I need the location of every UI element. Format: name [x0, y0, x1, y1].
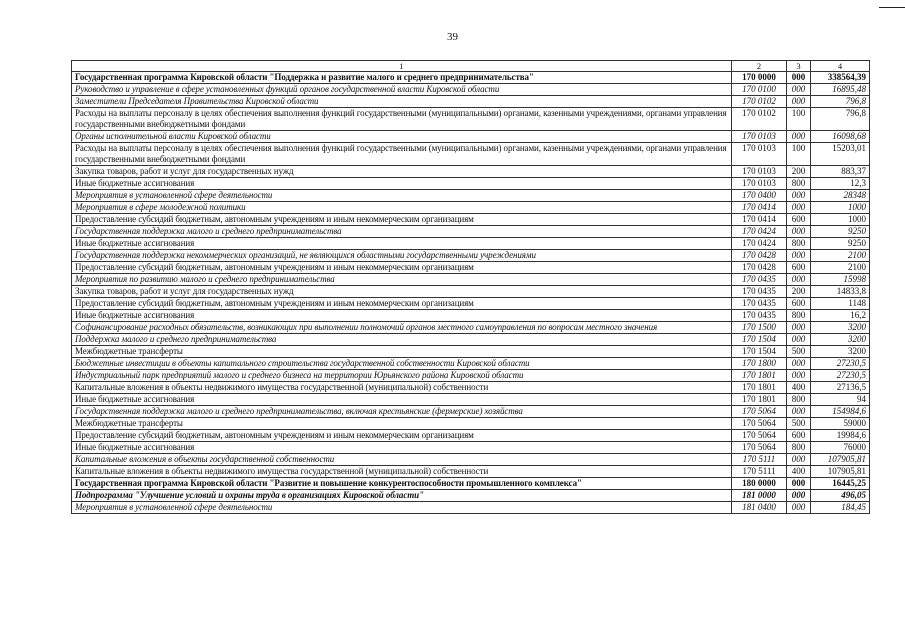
row-sum-cell: 496,05: [811, 490, 870, 502]
row-code-cell: 170 0424: [732, 238, 787, 250]
row-sum-cell: 107905,81: [811, 454, 870, 466]
page-number: 39: [447, 31, 458, 43]
table-row: [72, 274, 870, 286]
row-vr-cell: 000: [787, 96, 811, 108]
table-row: [72, 346, 870, 358]
row-name-cell: Мероприятия в установленной сфере деятельности: [72, 502, 732, 514]
row-name-cell: Предоставление субсидий бюджетным, автономным учреждениям и иным некоммерческим организациям: [72, 430, 732, 442]
row-sum-cell: 27230,5: [811, 358, 870, 370]
row-name-cell: Расходы на выплаты персоналу в целях обеспечения выполнения функций государственными (муниципальными) органами, казенными учреждениями, органами управления государственными внебюджетными фондами: [72, 143, 732, 166]
table-row: [72, 131, 870, 143]
row-vr-cell: 000: [787, 370, 811, 382]
row-name-cell: Государственная поддержка некоммерческих организаций, не являющихся областными государственными учреждениями: [72, 250, 732, 262]
row-code-cell: 170 0428: [732, 262, 787, 274]
table-row: [72, 226, 870, 238]
row-code-cell: 180 0000: [732, 478, 787, 490]
row-sum-cell: 19984,6: [811, 430, 870, 442]
table-row: [72, 382, 870, 394]
row-code-cell: 170 5064: [732, 418, 787, 430]
row-sum-cell: 2100: [811, 250, 870, 262]
row-code-cell: 170 0100: [732, 84, 787, 96]
row-name-cell: Государственная программа Кировской области "Поддержка и развитие малого и среднего предпринимательства": [72, 72, 732, 84]
row-name-cell: Руководство и управление в сфере установленных функций органов государственной власти Кировской области: [72, 84, 732, 96]
row-vr-cell: 400: [787, 466, 811, 478]
budget-table: [71, 60, 870, 514]
row-sum-cell: 338564,39: [811, 72, 870, 84]
table-row: [72, 418, 870, 430]
row-name-cell: Капитальные вложения в объекты государственной собственности: [72, 454, 732, 466]
row-name-cell: Капитальные вложения в объекты недвижимого имущества государственной (муниципальной) собственности: [72, 382, 732, 394]
row-name-cell: Индустриальный парк предприятий малого и среднего бизнеса на территории Юрьянского района Кировской области: [72, 370, 732, 382]
row-vr-cell: 800: [787, 178, 811, 190]
row-code-cell: 170 0428: [732, 250, 787, 262]
row-sum-cell: 27230,5: [811, 370, 870, 382]
row-code-cell: 170 0103: [732, 131, 787, 143]
row-code-cell: 170 0435: [732, 298, 787, 310]
row-vr-cell: 000: [787, 406, 811, 418]
table-row: [72, 310, 870, 322]
row-sum-cell: 9250: [811, 238, 870, 250]
row-sum-cell: 16,2: [811, 310, 870, 322]
row-name-cell: Органы исполнительной власти Кировской области: [72, 131, 732, 143]
row-sum-cell: 9250: [811, 226, 870, 238]
table-row: [72, 334, 870, 346]
row-sum-cell: 16445,25: [811, 478, 870, 490]
row-vr-cell: 800: [787, 442, 811, 454]
row-sum-cell: 16895,48: [811, 84, 870, 96]
table-row: [72, 262, 870, 274]
row-name-cell: Закупка товаров, работ и услуг для государственных нужд: [72, 286, 732, 298]
row-code-cell: 170 0414: [732, 202, 787, 214]
table-row: [72, 454, 870, 466]
row-name-cell: Мероприятия в установленной сфере деятельности: [72, 190, 732, 202]
row-sum-cell: 59000: [811, 418, 870, 430]
table-row: [72, 143, 870, 166]
row-code-cell: 170 0435: [732, 286, 787, 298]
row-name-cell: Межбюджетные трансферты: [72, 418, 732, 430]
row-sum-cell: 107905,81: [811, 466, 870, 478]
row-sum-cell: 14833,8: [811, 286, 870, 298]
row-name-cell: Предоставление субсидий бюджетным, автономным учреждениям и иным некоммерческим организациям: [72, 262, 732, 274]
row-sum-cell: 2100: [811, 262, 870, 274]
row-sum-cell: 1148: [811, 298, 870, 310]
row-name-cell: Иные бюджетные ассигнования: [72, 442, 732, 454]
row-vr-cell: 200: [787, 286, 811, 298]
row-vr-cell: 100: [787, 143, 811, 166]
row-sum-cell: 76000: [811, 442, 870, 454]
row-code-cell: 170 0000: [732, 72, 787, 84]
corner-mark: [879, 7, 905, 8]
row-code-cell: 170 0424: [732, 226, 787, 238]
row-name-cell: Государственная поддержка малого и среднего предпринимательства: [72, 226, 732, 238]
row-vr-cell: 000: [787, 84, 811, 96]
table-row: [72, 286, 870, 298]
row-name-cell: Государственная поддержка малого и среднего предпринимательства, включая крестьянские (фермерские) хозяйства: [72, 406, 732, 418]
header-col-2: 2: [732, 61, 787, 72]
row-code-cell: 170 0435: [732, 274, 787, 286]
row-vr-cell: 000: [787, 250, 811, 262]
row-vr-cell: 000: [787, 334, 811, 346]
row-vr-cell: 000: [787, 502, 811, 514]
table-row: [72, 394, 870, 406]
row-name-cell: Иные бюджетные ассигнования: [72, 310, 732, 322]
table-row: [72, 96, 870, 108]
row-sum-cell: 3200: [811, 322, 870, 334]
header-col-1: 1: [72, 61, 732, 72]
table-row: [72, 430, 870, 442]
row-name-cell: Межбюджетные трансферты: [72, 346, 732, 358]
row-code-cell: 170 1801: [732, 370, 787, 382]
row-code-cell: 170 5111: [732, 454, 787, 466]
row-code-cell: 170 0102: [732, 108, 787, 131]
row-vr-cell: 200: [787, 166, 811, 178]
row-vr-cell: 600: [787, 214, 811, 226]
table-row: [72, 178, 870, 190]
row-code-cell: 181 0400: [732, 502, 787, 514]
row-sum-cell: 28348: [811, 190, 870, 202]
table-row: [72, 72, 870, 84]
row-sum-cell: 883,37: [811, 166, 870, 178]
row-name-cell: Капитальные вложения в объекты недвижимого имущества государственной (муниципальной) собственности: [72, 466, 732, 478]
table-header-row: [72, 61, 870, 72]
table-row: [72, 84, 870, 96]
header-col-3: 3: [787, 61, 811, 72]
row-name-cell: Бюджетные инвестиции в объекты капитального строительства государственной собственности Кировской области: [72, 358, 732, 370]
row-sum-cell: 15998: [811, 274, 870, 286]
row-sum-cell: 94: [811, 394, 870, 406]
table-row: [72, 166, 870, 178]
row-code-cell: 170 0103: [732, 143, 787, 166]
row-code-cell: 170 1800: [732, 358, 787, 370]
row-vr-cell: 000: [787, 322, 811, 334]
row-sum-cell: 12,3: [811, 178, 870, 190]
row-code-cell: 170 1500: [732, 322, 787, 334]
row-vr-cell: 600: [787, 262, 811, 274]
row-sum-cell: 796,8: [811, 96, 870, 108]
table-row: [72, 202, 870, 214]
row-code-cell: 170 0103: [732, 166, 787, 178]
row-vr-cell: 400: [787, 382, 811, 394]
row-name-cell: Поддержка малого и среднего предпринимательства: [72, 334, 732, 346]
table-row: [72, 358, 870, 370]
row-sum-cell: 27136,5: [811, 382, 870, 394]
table-row: [72, 190, 870, 202]
row-name-cell: Иные бюджетные ассигнования: [72, 238, 732, 250]
table-row: [72, 214, 870, 226]
table-row: [72, 322, 870, 334]
row-vr-cell: 000: [787, 490, 811, 502]
table-row: [72, 108, 870, 131]
table-row: [72, 490, 870, 502]
row-name-cell: Мероприятия по развитию малого и среднего предпринимательства: [72, 274, 732, 286]
row-code-cell: 170 5111: [732, 466, 787, 478]
row-vr-cell: 500: [787, 346, 811, 358]
row-vr-cell: 600: [787, 298, 811, 310]
row-name-cell: Предоставление субсидий бюджетным, автономным учреждениям и иным некоммерческим организациям: [72, 214, 732, 226]
row-name-cell: Подпрограмма "Улучшение условий и охраны труда в организациях Кировской области": [72, 490, 732, 502]
row-sum-cell: 3200: [811, 346, 870, 358]
row-vr-cell: 000: [787, 274, 811, 286]
row-code-cell: 170 5064: [732, 442, 787, 454]
table-row: [72, 502, 870, 514]
row-sum-cell: 1000: [811, 214, 870, 226]
row-name-cell: Предоставление субсидий бюджетным, автономным учреждениям и иным некоммерческим организациям: [72, 298, 732, 310]
table-row: [72, 478, 870, 490]
row-name-cell: Государственная программа Кировской области "Развитие и повышение конкурентоспособности промышленного комплекса": [72, 478, 732, 490]
row-vr-cell: 600: [787, 430, 811, 442]
row-code-cell: 181 0000: [732, 490, 787, 502]
row-name-cell: Мероприятия в сфере молодежной политики: [72, 202, 732, 214]
row-code-cell: 170 1504: [732, 346, 787, 358]
row-sum-cell: 15203,01: [811, 143, 870, 166]
row-sum-cell: 1000: [811, 202, 870, 214]
budget-table-body: [72, 61, 870, 514]
table-row: [72, 298, 870, 310]
row-vr-cell: 000: [787, 454, 811, 466]
table-row: [72, 238, 870, 250]
row-code-cell: 170 1801: [732, 382, 787, 394]
row-code-cell: 170 1801: [732, 394, 787, 406]
row-sum-cell: 184,45: [811, 502, 870, 514]
row-vr-cell: 800: [787, 394, 811, 406]
row-code-cell: 170 0435: [732, 310, 787, 322]
row-vr-cell: 100: [787, 108, 811, 131]
row-vr-cell: 800: [787, 310, 811, 322]
row-vr-cell: 500: [787, 418, 811, 430]
row-vr-cell: 000: [787, 190, 811, 202]
table-row: [72, 466, 870, 478]
table-row: [72, 406, 870, 418]
row-vr-cell: 000: [787, 478, 811, 490]
row-vr-cell: 000: [787, 72, 811, 84]
row-vr-cell: 800: [787, 238, 811, 250]
row-code-cell: 170 0103: [732, 178, 787, 190]
row-code-cell: 170 1504: [732, 334, 787, 346]
row-code-cell: 170 0400: [732, 190, 787, 202]
row-name-cell: Софинансирование расходных обязательств, возникающих при выполнении полномочий органов местного самоуправления по вопросам местного значения: [72, 322, 732, 334]
row-name-cell: Расходы на выплаты персоналу в целях обеспечения выполнения функций государственными (муниципальными) органами, казенными учреждениями, органами управления государственными внебюджетными фондами: [72, 108, 732, 131]
row-name-cell: Иные бюджетные ассигнования: [72, 394, 732, 406]
row-sum-cell: 3200: [811, 334, 870, 346]
row-code-cell: 170 5064: [732, 406, 787, 418]
row-name-cell: Иные бюджетные ассигнования: [72, 178, 732, 190]
table-row: [72, 250, 870, 262]
row-name-cell: Заместители Председателя Правительства Кировской области: [72, 96, 732, 108]
row-vr-cell: 000: [787, 202, 811, 214]
row-code-cell: 170 5064: [732, 430, 787, 442]
row-name-cell: Закупка товаров, работ и услуг для государственных нужд: [72, 166, 732, 178]
row-sum-cell: 16098,68: [811, 131, 870, 143]
table-row: [72, 442, 870, 454]
row-vr-cell: 000: [787, 131, 811, 143]
row-sum-cell: 796,8: [811, 108, 870, 131]
row-code-cell: 170 0102: [732, 96, 787, 108]
row-code-cell: 170 0414: [732, 214, 787, 226]
header-col-4: 4: [811, 61, 870, 72]
row-vr-cell: 000: [787, 226, 811, 238]
row-vr-cell: 000: [787, 358, 811, 370]
table-row: [72, 370, 870, 382]
row-sum-cell: 154984,6: [811, 406, 870, 418]
